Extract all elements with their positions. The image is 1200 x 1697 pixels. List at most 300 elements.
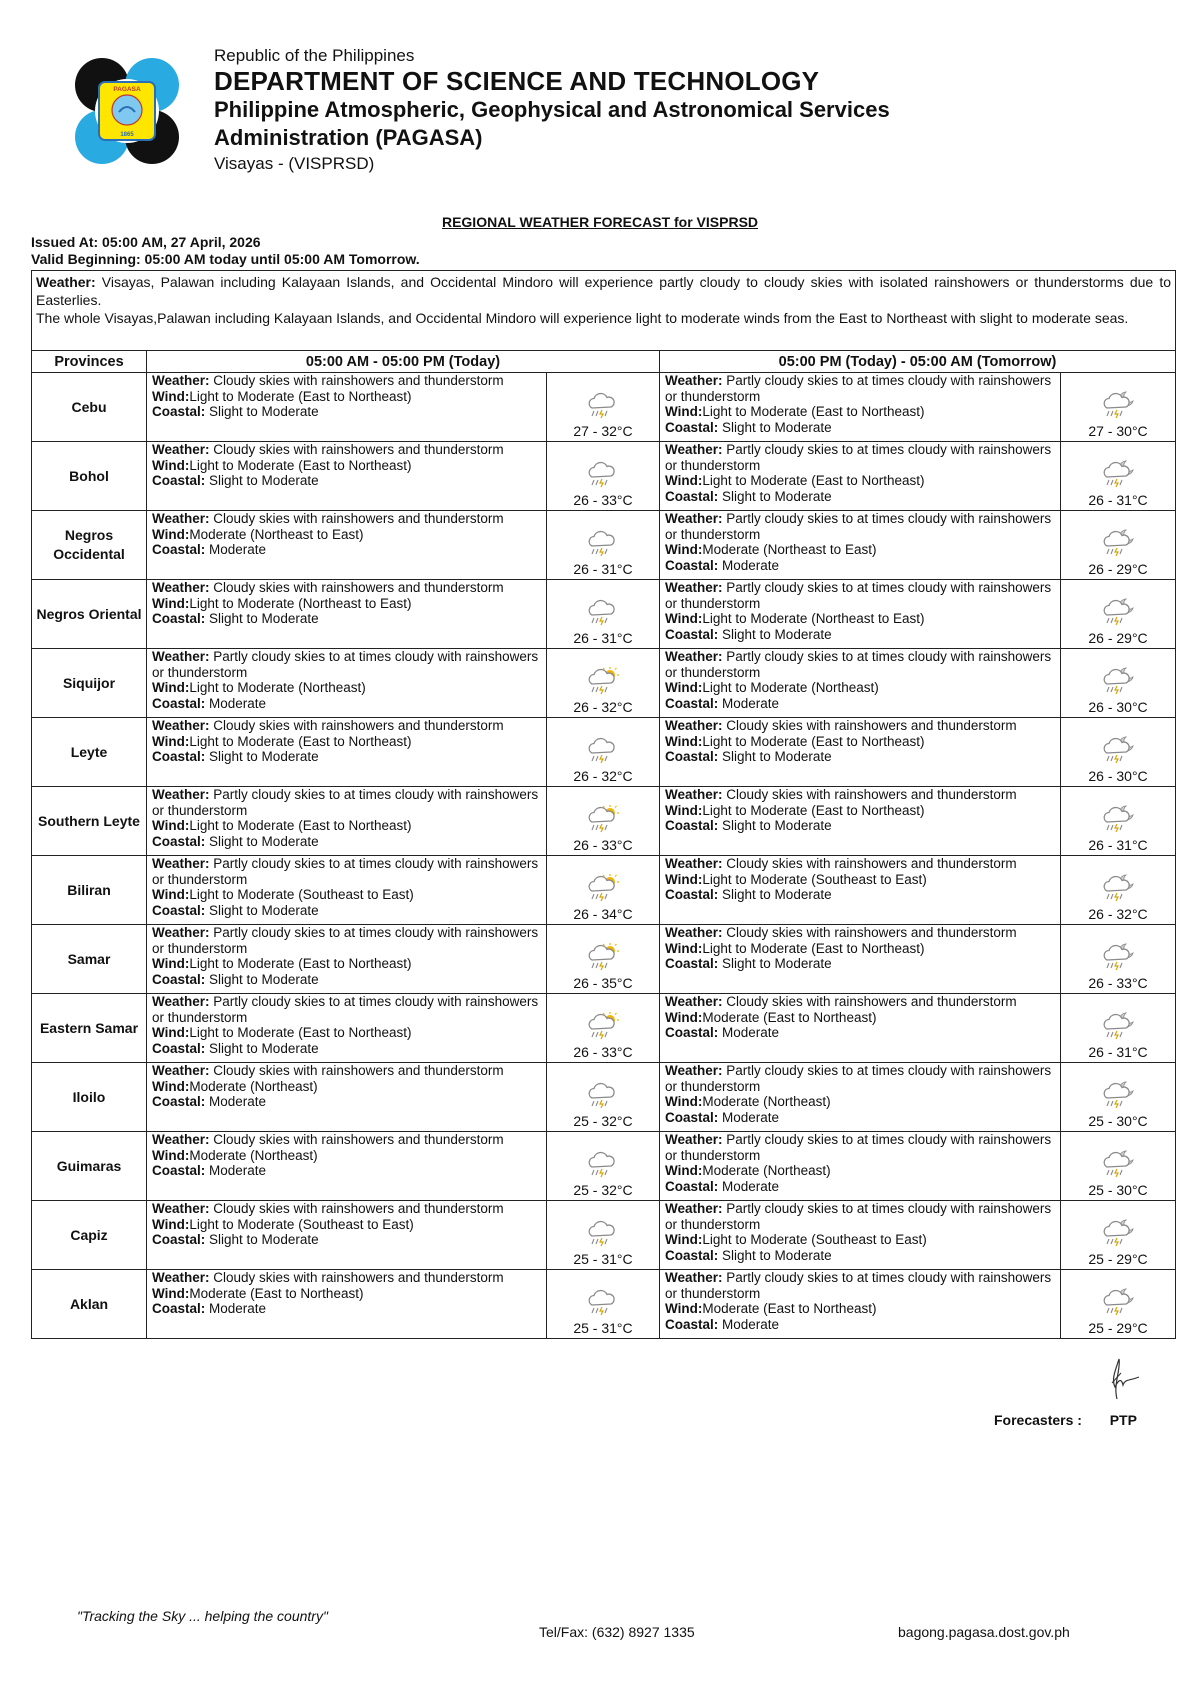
general-weather	[32, 271, 1176, 351]
partly-cloudy-night-rain-icon	[1061, 1080, 1175, 1110]
cloudy-rain-thunder-icon	[547, 1218, 659, 1248]
province-name: Eastern Samar	[32, 994, 147, 1063]
wind-text: Moderate (Northeast)	[189, 1078, 318, 1094]
cloudy-rain-thunder-icon	[547, 1149, 659, 1179]
weather-label: Weather:	[152, 718, 210, 733]
coastal-text: Slight to Moderate	[209, 749, 319, 764]
weather-text: Partly cloudy skies to at times cloudy with rainshowers or thunderstorm	[665, 1063, 1052, 1094]
forecast-row	[32, 1201, 1176, 1270]
wind-text: Light to Moderate (Southeast to East)	[189, 1216, 414, 1232]
coastal-label: Coastal:	[665, 1316, 719, 1332]
weather-text: Cloudy skies with rainshowers and thunderstorm	[726, 856, 1017, 871]
wind-label: Wind:	[665, 680, 703, 695]
forecast-row	[32, 925, 1176, 994]
wind-text: Light to Moderate (East to Northeast)	[702, 404, 925, 419]
weather-label: Weather:	[665, 511, 723, 526]
coastal-text: Moderate	[209, 1301, 267, 1316]
wind-text: Moderate (Northeast)	[702, 1163, 831, 1178]
weather-text: Partly cloudy skies to at times cloudy with rainshowers or thunderstorm	[665, 373, 1052, 404]
coastal-label: Coastal:	[665, 818, 719, 833]
coastal-text: Moderate	[209, 542, 267, 557]
weather-text: Partly cloudy skies to at times cloudy with rainshowers or thunderstorm	[665, 511, 1052, 542]
partly-cloudy-night-rain-icon	[1061, 1149, 1175, 1179]
forecast-row	[32, 1132, 1176, 1201]
coastal-label: Coastal:	[665, 557, 719, 573]
wind-label: Wind:	[665, 1163, 703, 1178]
coastal-label: Coastal:	[152, 1040, 206, 1056]
wind-label: Wind:	[665, 1232, 703, 1247]
province-name: Guimaras	[32, 1132, 147, 1201]
wind-label: Wind:	[152, 733, 190, 749]
wind-text: Moderate (Northeast to East)	[702, 542, 877, 557]
coastal-text: Moderate	[722, 1025, 780, 1040]
coastal-text: Slight to Moderate	[209, 1232, 319, 1247]
temperature-range: 26 - 32°C	[573, 768, 633, 784]
coastal-label: Coastal:	[665, 1109, 719, 1125]
night-icon-temp	[1061, 511, 1176, 580]
coastal-text: Slight to Moderate	[722, 626, 832, 642]
wind-label: Wind:	[152, 388, 190, 404]
day-icon-temp	[547, 1063, 660, 1132]
partly-cloudy-sun-rain-icon	[547, 1011, 659, 1041]
wind-text: Light to Moderate (Northeast)	[189, 680, 366, 695]
forecast-table	[31, 270, 1176, 1339]
coastal-label: Coastal:	[665, 956, 719, 971]
temperature-range: 26 - 31°C	[573, 630, 633, 646]
coastal-text: Slight to Moderate	[722, 818, 832, 833]
partly-cloudy-night-rain-icon	[1061, 666, 1175, 696]
cloudy-night-rain-thunder-icon	[1061, 804, 1175, 834]
day-icon-temp	[547, 1201, 660, 1270]
night-description	[660, 580, 1061, 649]
website: bagong.pagasa.dost.gov.ph	[898, 1624, 1070, 1640]
cloudy-rain-thunder-icon	[547, 1080, 659, 1110]
wind-text: Light to Moderate (East to Northeast)	[189, 457, 412, 473]
wind-label: Wind:	[665, 733, 703, 749]
wind-text: Light to Moderate (East to Northeast)	[702, 473, 925, 488]
day-description	[147, 511, 547, 580]
wind-label: Wind:	[152, 680, 190, 695]
wind-text: Moderate (Northeast)	[189, 1147, 318, 1163]
night-icon-temp	[1061, 1063, 1176, 1132]
coastal-label: Coastal:	[152, 833, 206, 849]
weather-text: Partly cloudy skies to at times cloudy with rainshowers or thunderstorm	[665, 1270, 1052, 1301]
temperature-range: 25 - 29°C	[1088, 1320, 1148, 1336]
day-icon-temp	[547, 442, 660, 511]
weather-text: Cloudy skies with rainshowers and thunderstorm	[726, 718, 1017, 733]
coastal-text: Slight to Moderate	[209, 1040, 319, 1056]
cloudy-rain-thunder-icon	[547, 1287, 659, 1317]
wind-text: Light to Moderate (East to Northeast)	[189, 818, 412, 833]
province-name: Cebu	[32, 373, 147, 442]
coastal-text: Slight to Moderate	[722, 488, 832, 504]
partly-cloudy-sun-rain-icon	[547, 804, 659, 834]
weather-label: Weather:	[665, 649, 723, 664]
weather-text: Partly cloudy skies to at times cloudy with rainshowers or thunderstorm	[665, 580, 1052, 611]
coastal-label: Coastal:	[665, 887, 719, 902]
temperature-range: 26 - 31°C	[1088, 492, 1148, 508]
wind-text: Light to Moderate (Southeast to East)	[702, 871, 927, 887]
coastal-text: Moderate	[209, 1163, 267, 1178]
weather-label: Weather:	[665, 925, 723, 940]
night-description	[660, 511, 1061, 580]
day-description	[147, 649, 547, 718]
wind-label: Wind:	[665, 802, 703, 818]
coastal-text: Slight to Moderate	[209, 833, 319, 849]
wind-text: Light to Moderate (East to Northeast)	[702, 940, 925, 956]
day-description	[147, 1063, 547, 1132]
wind-text: Moderate (Northeast)	[702, 1094, 831, 1109]
wind-label: Wind:	[152, 1285, 190, 1301]
temperature-range: 26 - 29°C	[1088, 630, 1148, 646]
weather-label: Weather:	[665, 994, 723, 1009]
province-name: Aklan	[32, 1270, 147, 1339]
temperature-range: 25 - 30°C	[1088, 1113, 1148, 1129]
temperature-range: 26 - 31°C	[1088, 1044, 1148, 1060]
wind-text: Light to Moderate (East to Northeast)	[702, 733, 925, 749]
weather-text: Partly cloudy skies to at times cloudy with rainshowers or thunderstorm	[665, 1132, 1052, 1163]
general-weather-text: Visayas, Palawan including Kalayaan Islands, and Occidental Mindoro will experience partly cloudy to cloudy skies with isolated rainshowers or thunderstorms due to Easterlies.	[36, 274, 1172, 308]
province-name: Leyte	[32, 718, 147, 787]
general-weather-label: Weather:	[36, 274, 96, 290]
wind-text: Light to Moderate (East to Northeast)	[189, 733, 412, 749]
weather-text: Cloudy skies with rainshowers and thunderstorm	[213, 1201, 504, 1216]
weather-label: Weather:	[152, 856, 210, 871]
day-icon-temp	[547, 856, 660, 925]
day-icon-temp	[547, 1132, 660, 1201]
temperature-range: 25 - 29°C	[1088, 1251, 1148, 1267]
cloudy-night-rain-thunder-icon	[1061, 1011, 1175, 1041]
night-description	[660, 442, 1061, 511]
temperature-range: 26 - 32°C	[573, 699, 633, 715]
coastal-label: Coastal:	[152, 542, 206, 557]
pagasa-logo	[75, 58, 179, 164]
weather-text: Partly cloudy skies to at times cloudy with rainshowers or thunderstorm	[152, 856, 539, 887]
wind-label: Wind:	[152, 526, 190, 542]
coastal-text: Slight to Moderate	[209, 971, 319, 987]
province-name: Southern Leyte	[32, 787, 147, 856]
weather-label: Weather:	[665, 580, 723, 595]
coastal-label: Coastal:	[665, 1025, 719, 1040]
day-icon-temp	[547, 649, 660, 718]
partly-cloudy-night-rain-icon	[1061, 597, 1175, 627]
coastal-label: Coastal:	[152, 1094, 206, 1109]
forecast-row	[32, 994, 1176, 1063]
weather-label: Weather:	[152, 1063, 210, 1078]
col-today: 05:00 AM - 05:00 PM (Today)	[147, 351, 660, 373]
wind-label: Wind:	[152, 1025, 190, 1040]
cloudy-rain-thunder-icon	[547, 459, 659, 489]
wind-label: Wind:	[152, 887, 190, 902]
wind-text: Light to Moderate (Northeast to East)	[189, 595, 412, 611]
weather-text: Partly cloudy skies to at times cloudy with rainshowers or thunderstorm	[665, 1201, 1052, 1232]
night-icon-temp	[1061, 925, 1176, 994]
coastal-text: Moderate	[722, 695, 780, 711]
night-icon-temp	[1061, 994, 1176, 1063]
svg-text:PAGASA: PAGASA	[113, 86, 141, 93]
province-name: Siquijor	[32, 649, 147, 718]
night-icon-temp	[1061, 1270, 1176, 1339]
issue-info	[31, 234, 420, 268]
agency-name-line1: Philippine Atmospheric, Geophysical and Astronomical Services	[214, 97, 890, 122]
weather-label: Weather:	[152, 649, 210, 664]
weather-label: Weather:	[665, 787, 723, 802]
temperature-range: 26 - 30°C	[1088, 699, 1148, 715]
wind-text: Moderate (East to Northeast)	[702, 1301, 877, 1316]
wind-text: Light to Moderate (Northeast to East)	[702, 611, 925, 626]
weather-text: Cloudy skies with rainshowers and thunderstorm	[213, 1132, 504, 1147]
weather-text: Partly cloudy skies to at times cloudy with rainshowers or thunderstorm	[152, 994, 539, 1025]
night-icon-temp	[1061, 580, 1176, 649]
weather-text: Cloudy skies with rainshowers and thunderstorm	[726, 787, 1017, 802]
temperature-range: 26 - 33°C	[573, 492, 633, 508]
night-icon-temp	[1061, 1201, 1176, 1270]
weather-label: Weather:	[152, 1201, 210, 1216]
weather-label: Weather:	[665, 1270, 723, 1285]
night-icon-temp	[1061, 718, 1176, 787]
forecast-row	[32, 580, 1176, 649]
republic-line: Republic of the Philippines	[214, 46, 415, 65]
cloudy-rain-thunder-icon	[547, 597, 659, 627]
forecast-row	[32, 373, 1176, 442]
night-icon-temp	[1061, 373, 1176, 442]
weather-label: Weather:	[665, 373, 723, 388]
coastal-label: Coastal:	[665, 1247, 719, 1263]
agency-name-line2: Administration (PAGASA)	[214, 125, 483, 150]
weather-label: Weather:	[152, 373, 210, 388]
general-wind-text: The whole Visayas,Palawan including Kalayaan Islands, and Occidental Mindoro will experience light to moderate winds from the East to Northeast with slight to moderate seas.	[36, 310, 1129, 326]
night-icon-temp	[1061, 1132, 1176, 1201]
temperature-range: 26 - 31°C	[573, 561, 633, 577]
weather-text: Partly cloudy skies to at times cloudy with rainshowers or thunderstorm	[152, 787, 539, 818]
coastal-label: Coastal:	[665, 695, 719, 711]
forecast-row	[32, 1063, 1176, 1132]
coastal-text: Moderate	[722, 1109, 780, 1125]
coastal-text: Slight to Moderate	[209, 611, 319, 626]
temperature-range: 26 - 35°C	[573, 975, 633, 991]
wind-label: Wind:	[152, 1078, 190, 1094]
forecast-title: REGIONAL WEATHER FORECAST for VISPRSD	[441, 214, 759, 230]
day-icon-temp	[547, 994, 660, 1063]
wind-text: Light to Moderate (Southeast to East)	[189, 887, 414, 902]
coastal-text: Slight to Moderate	[722, 419, 832, 435]
coastal-label: Coastal:	[665, 419, 719, 435]
cloudy-night-rain-thunder-icon	[1061, 942, 1175, 972]
coastal-text: Slight to Moderate	[722, 956, 832, 971]
wind-label: Wind:	[152, 956, 190, 971]
coastal-text: Moderate	[722, 1178, 780, 1194]
forecasters-label: Forecasters :	[994, 1412, 1082, 1428]
weather-text: Cloudy skies with rainshowers and thunderstorm	[213, 1270, 504, 1285]
coastal-label: Coastal:	[152, 473, 206, 488]
night-description	[660, 994, 1061, 1063]
night-description	[660, 1132, 1061, 1201]
day-icon-temp	[547, 1270, 660, 1339]
wind-text: Light to Moderate (East to Northeast)	[189, 1025, 412, 1040]
col-provinces: Provinces	[32, 351, 147, 373]
forecast-row	[32, 1270, 1176, 1339]
temperature-range: 27 - 30°C	[1088, 423, 1148, 439]
night-icon-temp	[1061, 649, 1176, 718]
temperature-range: 26 - 33°C	[573, 837, 633, 853]
temperature-range: 26 - 30°C	[1088, 768, 1148, 784]
temperature-range: 25 - 30°C	[1088, 1182, 1148, 1198]
province-name: Iloilo	[32, 1063, 147, 1132]
coastal-text: Slight to Moderate	[722, 749, 832, 764]
wind-label: Wind:	[665, 1301, 703, 1316]
cloudy-night-rain-thunder-icon	[1061, 735, 1175, 765]
day-icon-temp	[547, 511, 660, 580]
wind-label: Wind:	[665, 940, 703, 956]
forecast-row	[32, 649, 1176, 718]
coastal-label: Coastal:	[665, 488, 719, 504]
wind-label: Wind:	[665, 1094, 703, 1109]
telfax: Tel/Fax: (632) 8927 1335	[539, 1624, 695, 1640]
weather-label: Weather:	[152, 925, 210, 940]
coastal-label: Coastal:	[152, 695, 206, 711]
coastal-label: Coastal:	[665, 1178, 719, 1194]
night-icon-temp	[1061, 787, 1176, 856]
province-name: Samar	[32, 925, 147, 994]
agency-header	[214, 46, 890, 174]
province-name: Capiz	[32, 1201, 147, 1270]
day-description	[147, 442, 547, 511]
night-description	[660, 649, 1061, 718]
partly-cloudy-sun-rain-icon	[547, 942, 659, 972]
coastal-text: Moderate	[722, 1316, 780, 1332]
coastal-label: Coastal:	[152, 971, 206, 987]
province-name: Negros Oriental	[32, 580, 147, 649]
wind-label: Wind:	[152, 818, 190, 833]
temperature-range: 26 - 31°C	[1088, 837, 1148, 853]
temperature-range: 25 - 31°C	[573, 1320, 633, 1336]
wind-label: Wind:	[152, 457, 190, 473]
night-icon-temp	[1061, 856, 1176, 925]
wind-label: Wind:	[665, 611, 703, 626]
day-description	[147, 1201, 547, 1270]
wind-label: Wind:	[152, 595, 190, 611]
wind-text: Moderate (East to Northeast)	[189, 1285, 364, 1301]
day-description	[147, 1270, 547, 1339]
tagline: "Tracking the Sky ... helping the country"	[77, 1608, 328, 1624]
wind-label: Wind:	[152, 1216, 190, 1232]
coastal-text: Moderate	[209, 695, 267, 711]
day-description	[147, 580, 547, 649]
temperature-range: 25 - 32°C	[573, 1113, 633, 1129]
weather-text: Partly cloudy skies to at times cloudy with rainshowers or thunderstorm	[152, 925, 539, 956]
weather-text: Partly cloudy skies to at times cloudy with rainshowers or thunderstorm	[152, 649, 539, 680]
temperature-range: 25 - 31°C	[573, 1251, 633, 1267]
partly-cloudy-sun-rain-icon	[547, 666, 659, 696]
valid-period: Valid Beginning: 05:00 AM today until 05:00 AM Tomorrow.	[31, 251, 420, 267]
weather-label: Weather:	[665, 718, 723, 733]
coastal-label: Coastal:	[152, 404, 206, 419]
temperature-range: 26 - 29°C	[1088, 561, 1148, 577]
weather-label: Weather:	[665, 442, 723, 457]
wind-text: Moderate (East to Northeast)	[702, 1009, 877, 1025]
weather-label: Weather:	[152, 994, 210, 1009]
forecasters-initials: PTP	[1109, 1412, 1137, 1428]
weather-label: Weather:	[665, 1201, 723, 1216]
night-description	[660, 1201, 1061, 1270]
coastal-label: Coastal:	[665, 626, 719, 642]
coastal-text: Moderate	[209, 1094, 267, 1109]
forecast-row	[32, 718, 1176, 787]
partly-cloudy-night-rain-icon	[1061, 1287, 1175, 1317]
partly-cloudy-night-rain-icon	[1061, 1218, 1175, 1248]
night-icon-temp	[1061, 442, 1176, 511]
temperature-range: 26 - 33°C	[1088, 975, 1148, 991]
partly-cloudy-night-rain-icon	[1061, 390, 1175, 420]
weather-text: Cloudy skies with rainshowers and thunderstorm	[726, 925, 1017, 940]
day-icon-temp	[547, 580, 660, 649]
coastal-text: Slight to Moderate	[722, 1247, 832, 1263]
svg-text:1865: 1865	[120, 132, 134, 138]
day-description	[147, 925, 547, 994]
temperature-range: 26 - 34°C	[573, 906, 633, 922]
night-description	[660, 925, 1061, 994]
partly-cloudy-night-rain-icon	[1061, 528, 1175, 558]
province-name: Bohol	[32, 442, 147, 511]
coastal-label: Coastal:	[152, 1163, 206, 1178]
weather-text: Partly cloudy skies to at times cloudy with rainshowers or thunderstorm	[665, 442, 1052, 473]
day-description	[147, 787, 547, 856]
forecasters-block	[994, 1412, 1137, 1428]
province-name: Negros Occidental	[32, 511, 147, 580]
night-description	[660, 1063, 1061, 1132]
temperature-range: 25 - 32°C	[573, 1182, 633, 1198]
night-description	[660, 718, 1061, 787]
cloudy-rain-thunder-icon	[547, 390, 659, 420]
cloudy-rain-thunder-icon	[547, 735, 659, 765]
coastal-label: Coastal:	[152, 1301, 206, 1316]
night-description	[660, 373, 1061, 442]
night-description	[660, 1270, 1061, 1339]
weather-label: Weather:	[152, 511, 210, 526]
col-tonight: 05:00 PM (Today) - 05:00 AM (Tomorrow)	[660, 351, 1176, 373]
issued-at: Issued At: 05:00 AM, 27 April, 2026	[31, 234, 261, 250]
wind-text: Light to Moderate (East to Northeast)	[189, 956, 412, 971]
day-description	[147, 856, 547, 925]
weather-label: Weather:	[665, 1132, 723, 1147]
night-description	[660, 856, 1061, 925]
day-description	[147, 994, 547, 1063]
day-description	[147, 1132, 547, 1201]
coastal-text: Slight to Moderate	[209, 473, 319, 488]
wind-label: Wind:	[665, 404, 703, 419]
weather-text: Partly cloudy skies to at times cloudy with rainshowers or thunderstorm	[665, 649, 1052, 680]
wind-text: Light to Moderate (Southeast to East)	[702, 1232, 927, 1247]
day-description	[147, 373, 547, 442]
wind-text: Light to Moderate (East to Northeast)	[189, 388, 412, 404]
weather-label: Weather:	[152, 442, 210, 457]
wind-label: Wind:	[665, 473, 703, 488]
weather-label: Weather:	[665, 1063, 723, 1078]
weather-text: Cloudy skies with rainshowers and thunderstorm	[213, 718, 504, 733]
department-name: DEPARTMENT OF SCIENCE AND TECHNOLOGY	[214, 66, 820, 96]
day-icon-temp	[547, 718, 660, 787]
region-line: Visayas - (VISPRSD)	[214, 154, 375, 173]
coastal-text: Slight to Moderate	[209, 404, 319, 419]
temperature-range: 27 - 32°C	[573, 423, 633, 439]
weather-label: Weather:	[152, 580, 210, 595]
weather-text: Cloudy skies with rainshowers and thunderstorm	[213, 373, 504, 388]
province-name: Biliran	[32, 856, 147, 925]
forecast-row	[32, 511, 1176, 580]
weather-text: Cloudy skies with rainshowers and thunderstorm	[213, 580, 504, 595]
weather-label: Weather:	[665, 856, 723, 871]
forecast-row	[32, 442, 1176, 511]
